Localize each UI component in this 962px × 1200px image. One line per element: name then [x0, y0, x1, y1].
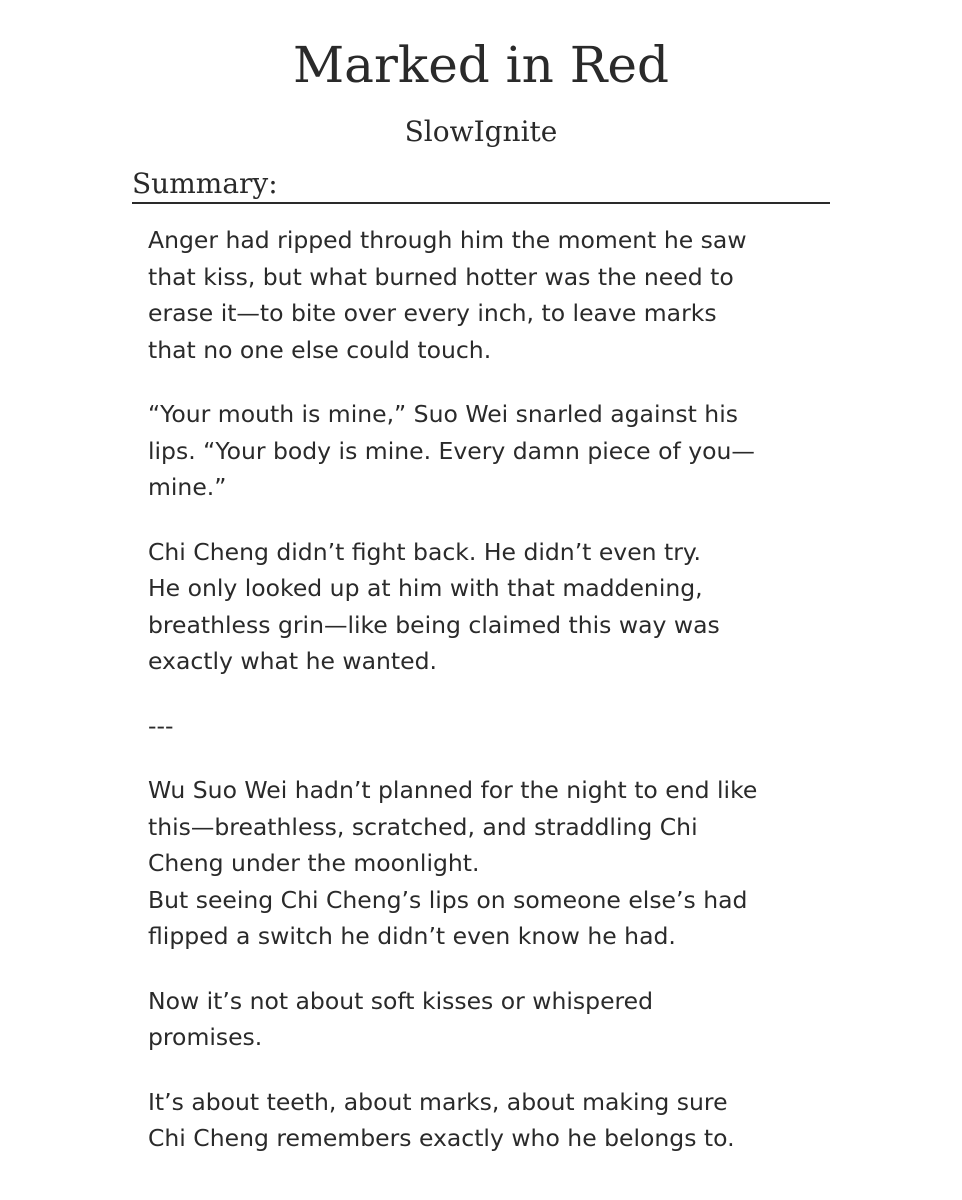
- summary-paragraph: Now it’s not about soft kisses or whispered promises.: [148, 986, 654, 1051]
- author-name: SlowIgnite: [404, 115, 558, 148]
- summary-heading: Summary:: [132, 166, 830, 204]
- summary-paragraph: It’s about teeth, about marks, about making sure Chi Cheng remembers exactly who he belongs to.: [148, 1087, 735, 1152]
- section-divider: ---: [148, 711, 174, 740]
- summary-paragraph: “Your mouth is mine,” Suo Wei snarled against his lips. “Your body is mine. Every damn piece of you— mine.”: [148, 400, 755, 501]
- work-title: Marked in Red: [292, 36, 670, 94]
- summary-paragraph: Chi Cheng didn’t fight back. He didn’t even try. He only looked up at him with that maddening, breathless grin—like being claimed this way was exactly what he wanted.: [148, 537, 720, 675]
- summary-paragraph: Anger had ripped through him the moment he saw that kiss, but what burned hotter was the need to erase it—to bite over every inch, to leave marks that no one else could touch.: [148, 226, 747, 364]
- summary-paragraph: Wu Suo Wei hadn’t planned for the night to end like this—breathless, scratched, and straddling Chi Cheng under the moonlight. But seeing Chi Cheng’s lips on someone else’s had flipped a switch he didn’t even know he had.: [148, 776, 758, 950]
- summary-body: [148, 222, 848, 1185]
